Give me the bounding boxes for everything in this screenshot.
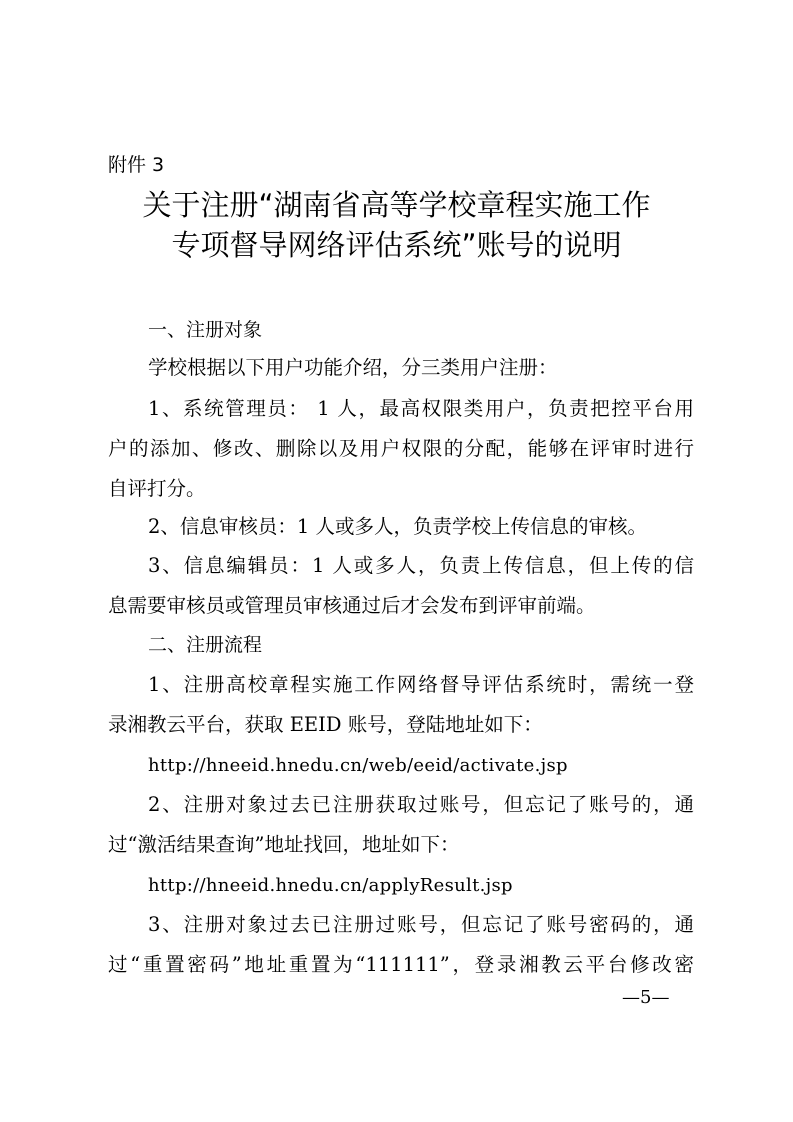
section2-heading: 二、注册流程 bbox=[148, 634, 263, 656]
title-line-1: 关于注册“湖南省高等学校章程实施工作 bbox=[142, 188, 651, 222]
section2-item2-url: http://hneeid.hnedu.cn/applyResult.jsp bbox=[148, 875, 513, 896]
section2-item1-line2: 录湘教云平台，获取 EEID 账号，登陆地址如下： bbox=[108, 713, 543, 736]
section2-item3-line2: 过“重置密码”地址重置为“111111”，登录湘教云平台修改密 bbox=[108, 953, 694, 976]
attachment-label: 附件 3 bbox=[108, 154, 165, 176]
section2-item1-url: http://hneeid.hnedu.cn/web/eeid/activate.jsp bbox=[148, 755, 568, 776]
section1-item3-line1: 3、信息编辑员：1 人或多人，负责上传信息，但上传的信 bbox=[148, 554, 694, 577]
section1-item3-line2: 息需要审核员或管理员审核通过后才会发布到评审前端。 bbox=[108, 594, 596, 617]
section1-item1-line3: 自评打分。 bbox=[108, 477, 206, 500]
section1-item2-line1: 2、信息审核员：1 人或多人，负责学校上传信息的审核。 bbox=[148, 515, 648, 538]
section1-heading: 一、注册对象 bbox=[148, 319, 263, 341]
title-line-2: 专项督导网络评估系统”账号的说明 bbox=[171, 228, 622, 262]
section1-item1-line1: 1、系统管理员： 1 人，最高权限类用户，负责把控平台用 bbox=[148, 397, 694, 420]
section2-item2-line2: 过“激活结果查询”地址找回，地址如下： bbox=[108, 833, 460, 856]
section2-item1-line1: 1、注册高校章程实施工作网络督导评估系统时，需统一登 bbox=[148, 673, 694, 696]
page-number: —5— bbox=[622, 987, 670, 1008]
section2-item3-line1: 3、注册对象过去已注册过账号，但忘记了账号密码的，通 bbox=[148, 913, 694, 936]
section2-item2-line1: 2、注册对象过去已注册获取过账号，但忘记了账号的，通 bbox=[148, 793, 694, 816]
section1-intro: 学校根据以下用户功能介绍，分三类用户注册： bbox=[148, 356, 558, 379]
section1-item1-line2: 户的添加、修改、删除以及用户权限的分配，能够在评审时进行 bbox=[108, 437, 694, 460]
